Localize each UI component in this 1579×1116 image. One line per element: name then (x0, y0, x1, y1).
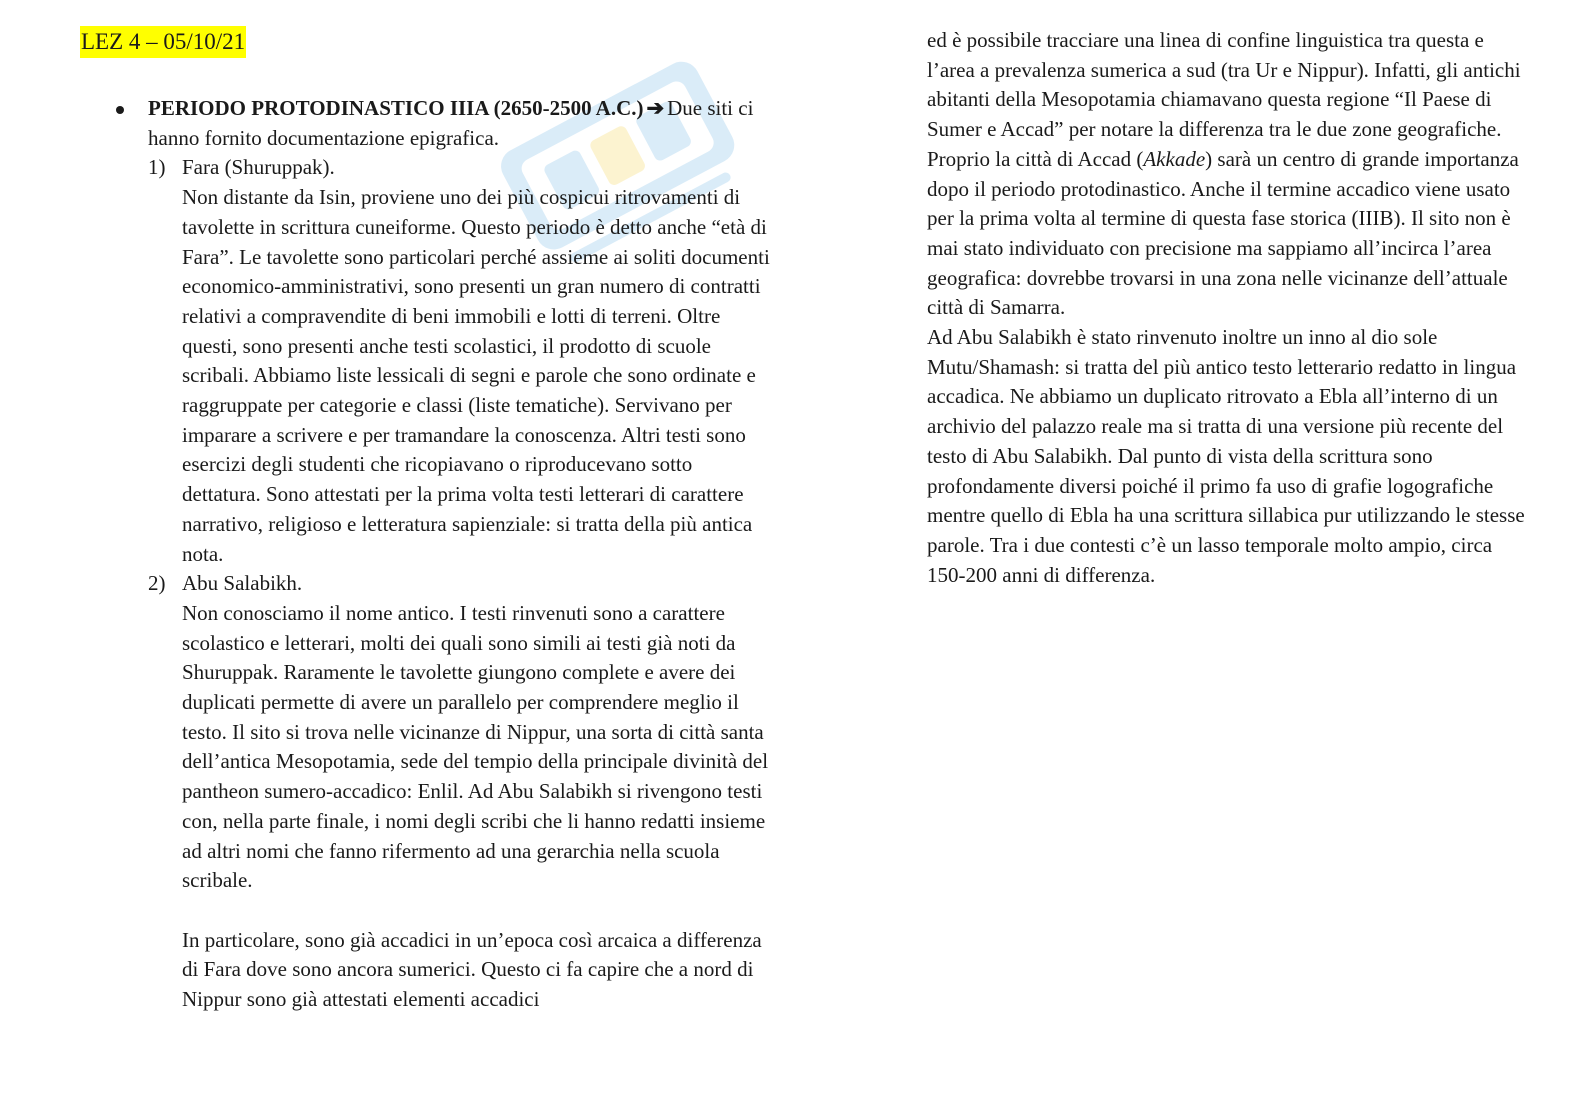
site-title: Abu Salabikh. (182, 571, 303, 596)
arrow-right-icon: ➔ (646, 96, 665, 120)
akkade-text-before: Proprio la città di Accad ( (927, 146, 1144, 171)
paragraph-akkade (927, 145, 1527, 323)
period-intro: Due siti ci hanno fornito documentazione epigrafica. (148, 96, 754, 150)
site-item-fara (148, 153, 770, 569)
paragraph-spacer (182, 896, 770, 926)
site-continuation: In particolare, sono già accadici in un’epoca così arcaica a differenza di Fara dove sono ancora sumerici. Questo ci fa capire che a nord di Nippur sono già attestati elementi accadici (182, 927, 762, 1012)
bullet-icon (116, 106, 124, 114)
bullet-list-item (80, 94, 770, 1015)
site-description: Non conosciamo il nome antico. I testi rinvenuti sono a carattere scolastico e letterari, molti dei quali sono simili ai testi già noti da Shuruppak. Raramente le tavolette giungono complete e avere dei duplicati permette di avere un parallelo per comprendere meglio il testo. Il sito si trova nelle vicinanze di Nippur, una sorta di città santa dell’antica Mesopotamia, sede del tempio della principale divinità del pantheon sumero-accadico: Enlil. Ad Abu Salabikh si rivengono testi con, nella parte finale, i nomi degli scribi che li hanno redatti insieme ad altri nomi che fanno rifermento ad una gerarchia nella scuola scribale. (182, 600, 769, 893)
akkade-italic: Akkade (1143, 146, 1206, 171)
paragraph-hymn: Ad Abu Salabikh è stato rinvenuto inoltre un inno al dio sole Mutu/Shamash: si tratta del più antico testo letterario redatto in lingua accadica. Ne abbiamo un duplicato ritrovato a Ebla all’interno di un archivio del palazzo reale ma si tratta di una versione più recente del testo di Abu Salabikh. Dal punto di vista della scrittura sono profondamente diversi poiché il primo fa uso di grafie logografiche mentre quello di Ebla ha una scrittura sillabica pur utilizzando le stesse parole. Tra i due contesti c’è un lasso temporale molto ampio, circa 150-200 anni di differenza. (927, 325, 1525, 587)
site-description: Non distante da Isin, proviene uno dei più cospicui ritrovamenti di tavolette in scrittura cuneiforme. Questo periodo è detto anche “età di Fara”. Le tavolette sono particolari perché assieme ai soliti documenti economico-amministrativi, sono presenti un gran numero di contratti relativi a compravendite di beni immobili e lotti di terreni. Oltre questi, sono presenti anche testi scolastici, il prodotto di scuole scribali. Abbiamo liste lessicali di segni e parole che sono ordinate e raggruppate per categorie e classi (liste tematiche). Servivano per imparare a scrivere e per tramandare la conoscenza. Altri testi sono esercizi degli studenti che ricopiavano o riproducevano sotto dettatura. Sono attestati per la prima volta testi letterari di carattere narrativo, religioso e letteratura sapienziale: si tratta della più antica nota. (182, 185, 770, 566)
period-heading: PERIODO PROTODINASTICO IIIA (2650-2500 A.C.) (148, 96, 644, 120)
left-column (80, 26, 770, 1015)
item-number: 2) (148, 571, 166, 596)
bullet-heading (148, 94, 770, 153)
paragraph-sumer-accad: ed è possibile tracciare una linea di confine linguistica tra questa e l’area a prevalenza sumerica a sud (tra Ur e Nippur). Infatti, gli antichi abitanti della Mesopotamia chiamavano questa regione “Il Paese di Sumer e Accad” per notare la differenza tra le due zone geografiche. (927, 28, 1521, 142)
right-column (927, 26, 1527, 590)
site-item-abu-salabikh (148, 569, 770, 1015)
lesson-title: LEZ 4 – 05/10/21 (80, 26, 246, 58)
akkade-text-after: ) sarà un centro di grande importanza dopo il periodo protodinastico. Anche il termine accadico viene usato per la prima volta al termine di questa fase storica (IIIB). Il sito non è mai stato individuato con precisione ma sappiamo all’incirca l’area geografica: dovrebbe trovarsi in una zona nelle vicinanze dell’attuale città di Samarra. (927, 146, 1519, 320)
item-number: 1) (148, 155, 166, 180)
site-title: Fara (Shuruppak). (182, 155, 335, 180)
